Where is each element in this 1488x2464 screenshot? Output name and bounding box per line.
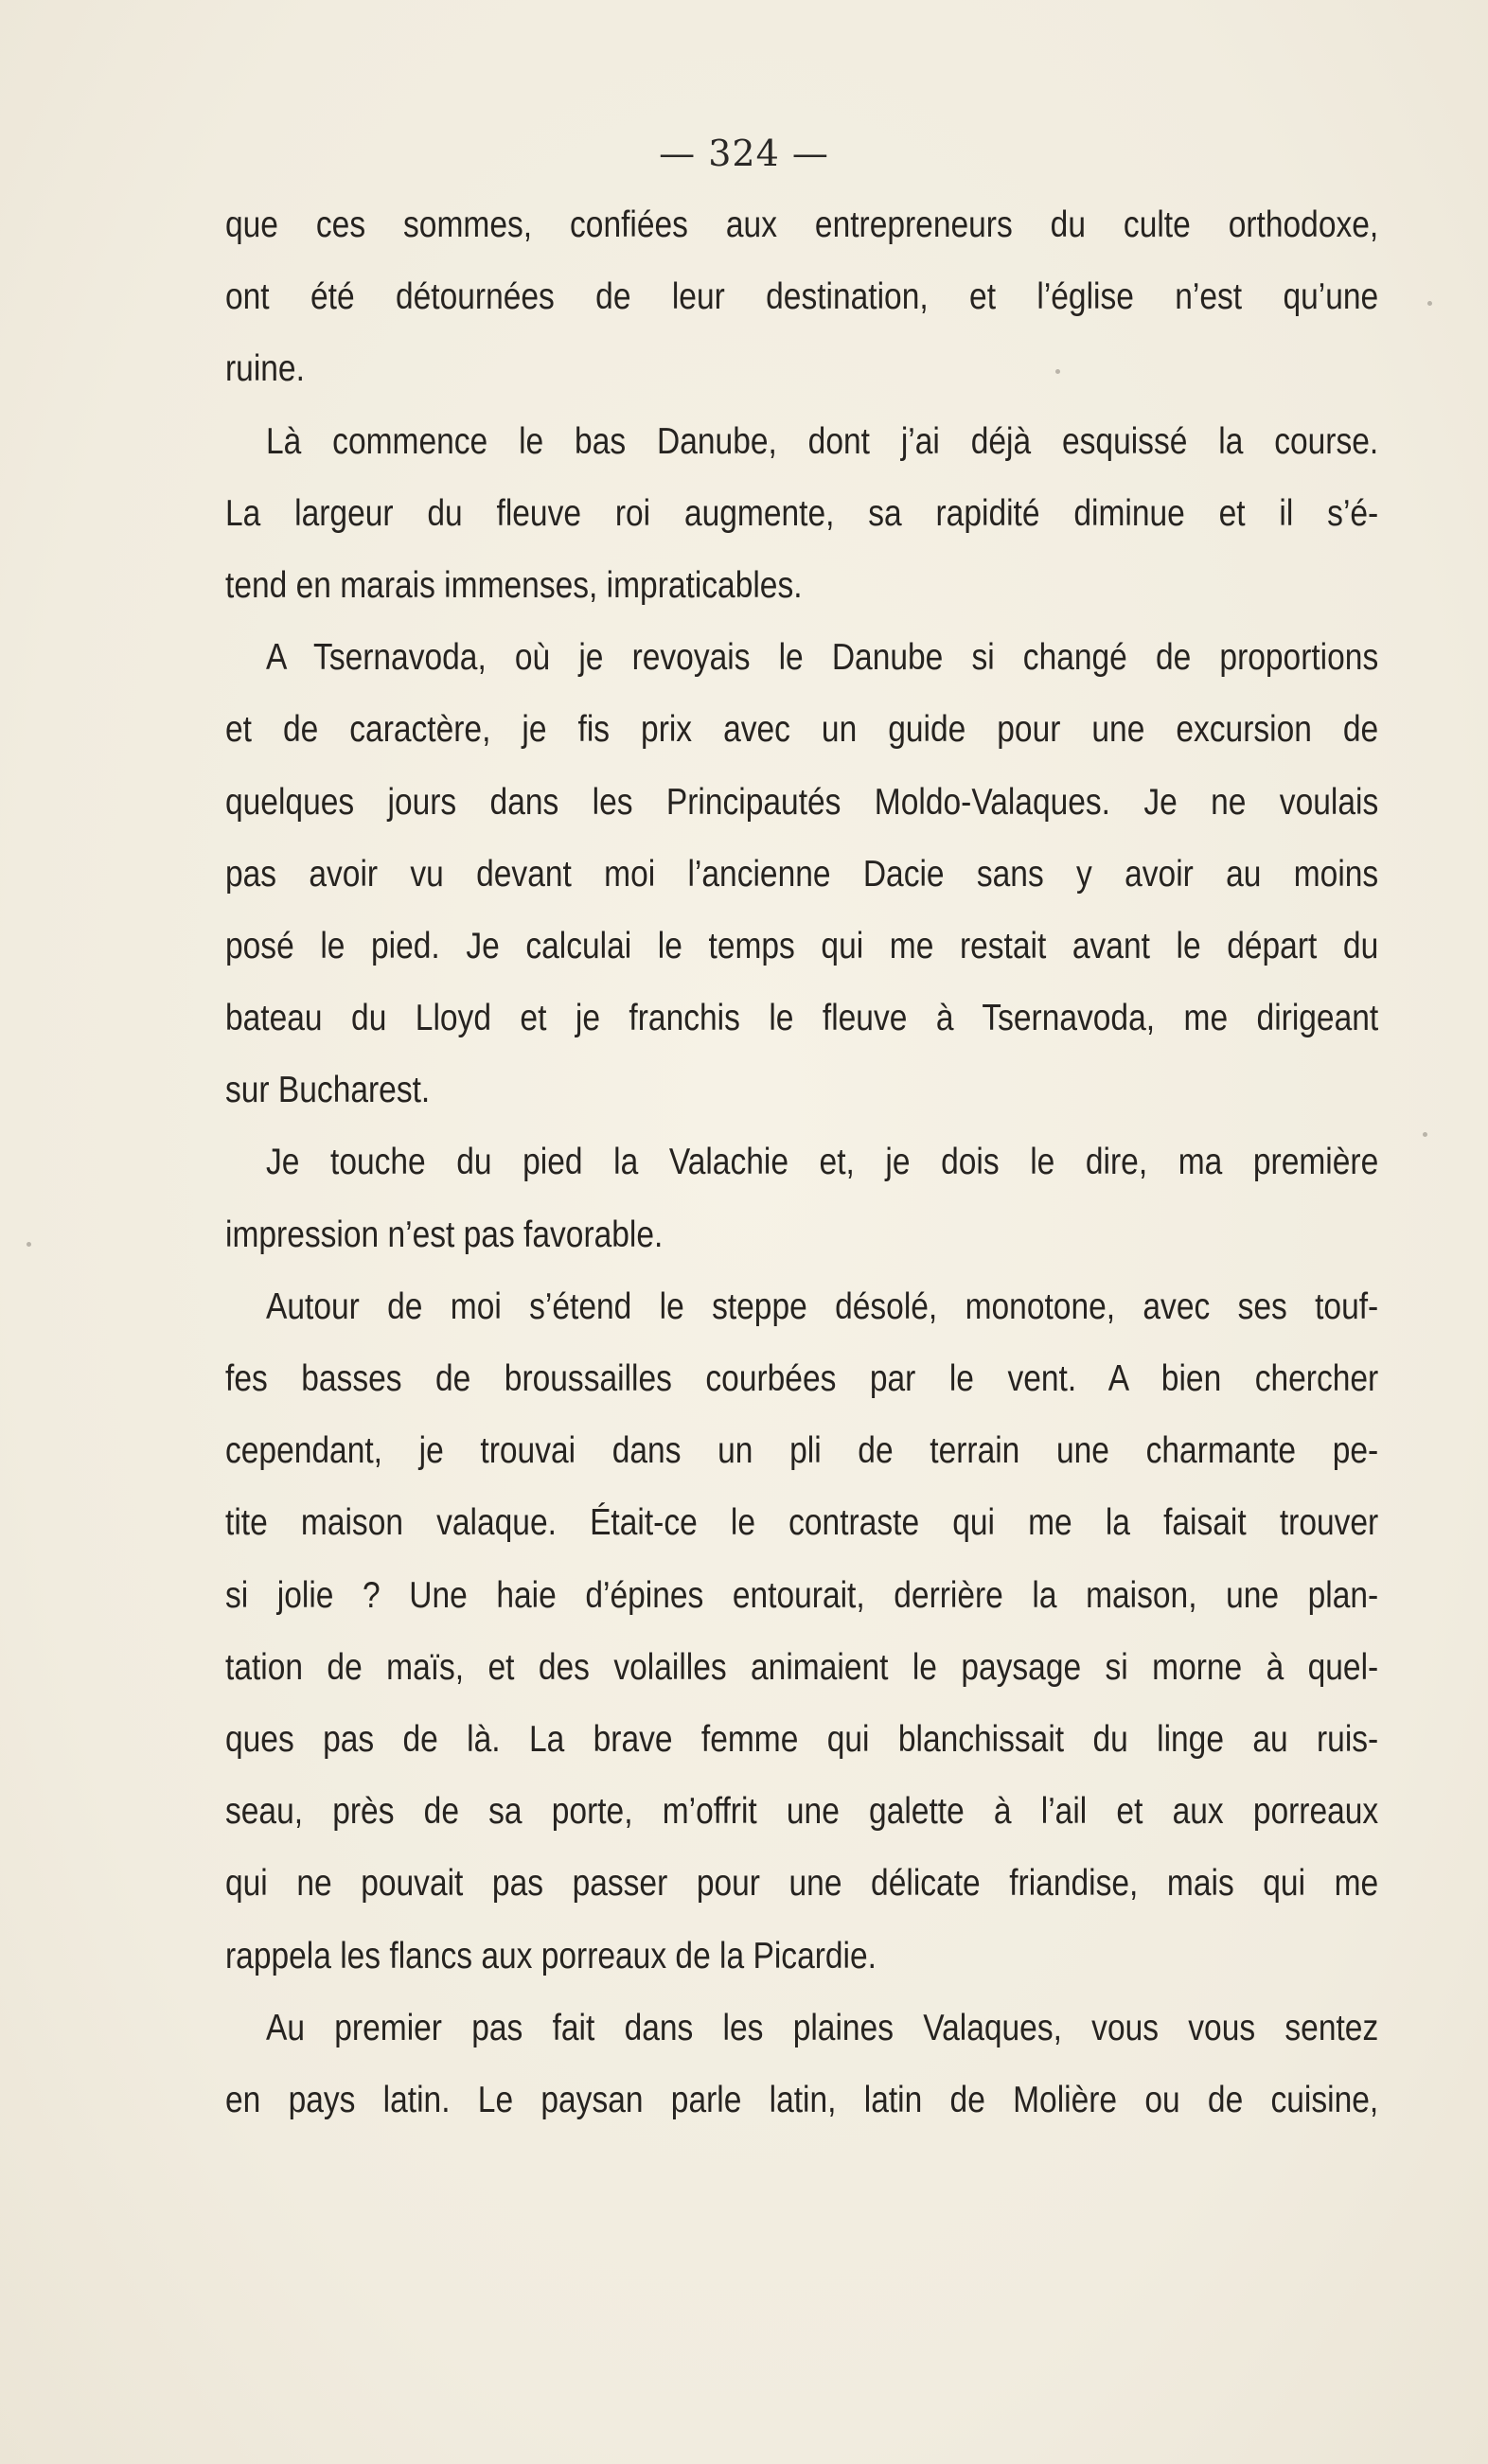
text-line: ques pas de là. La brave femme qui blanchissait du linge au ruis- [225,1718,1379,1760]
text-line: Au premier pas fait dans les plaines Valaques, vous vous sentez [266,2007,1379,2048]
text-line: et de caractère, je fis prix avec un guide pour une excursion de [225,709,1379,751]
text-line: pas avoir vu devant moi l’ancienne Dacie sans y avoir au moins [225,853,1379,895]
text-line: tation de maïs, et des volailles animaient le paysage si morne à quel- [225,1646,1379,1688]
text-line: tend en marais immenses, impraticables. [225,564,803,606]
text-line: ont été détournées de leur destination, et l’église n’est qu’une [225,276,1379,318]
text-line: cependant, je trouvai dans un pli de terrain une charmante pe- [225,1430,1379,1472]
text-line: tite maison valaque. Était-ce le contraste qui me la faisait trouver [225,1502,1379,1544]
text-line: fes basses de broussailles courbées par le vent. A bien chercher [225,1358,1379,1399]
paper-speck [1055,369,1060,374]
page-number: — 324 — [659,133,829,174]
text-line: Je touche du pied la Valachie et, je dois le dire, ma première [266,1142,1379,1183]
text-line: bateau du Lloyd et je franchis le fleuve à Tsernavoda, me dirigeant [225,998,1379,1039]
paper-speck [27,1242,31,1247]
text-line: impression n’est pas favorable. [225,1214,664,1255]
text-line: sur Bucharest. [225,1070,431,1111]
text-line: si jolie ? Une haie d’épines entourait, derrière la maison, une plan- [225,1574,1379,1616]
paper-speck [1423,1132,1427,1137]
body-text [225,189,1378,2136]
text-line: qui ne pouvait pas passer pour une délicate friandise, mais qui me [225,1863,1379,1905]
text-line: seau, près de sa porte, m’offrit une galette à l’ail et aux porreaux [225,1791,1379,1833]
text-line: posé le pied. Je calculai le temps qui me restait avant le départ du [225,925,1379,966]
text-line: ruine. [225,348,305,390]
text-line: Là commence le bas Danube, dont j’ai déjà esquissé la course. [266,420,1379,462]
text-line: A Tsernavoda, où je revoyais le Danube si changé de proportions [266,637,1379,679]
paper-speck [1427,301,1432,306]
text-line: en pays latin. Le paysan parle latin, latin de Molière ou de cuisine, [225,2079,1379,2120]
text-line: Autour de moi s’étend le steppe désolé, monotone, avec ses touf- [266,1285,1379,1327]
text-line: La largeur du fleuve roi augmente, sa rapidité diminue et il s’é- [225,492,1379,534]
text-line: quelques jours dans les Principautés Moldo-Valaques. Je ne voulais [225,781,1379,823]
text-line: rappela les flancs aux porreaux de la Picardie. [225,1935,877,1977]
text-line: que ces sommes, confiées aux entrepreneurs du culte orthodoxe, [225,204,1379,245]
